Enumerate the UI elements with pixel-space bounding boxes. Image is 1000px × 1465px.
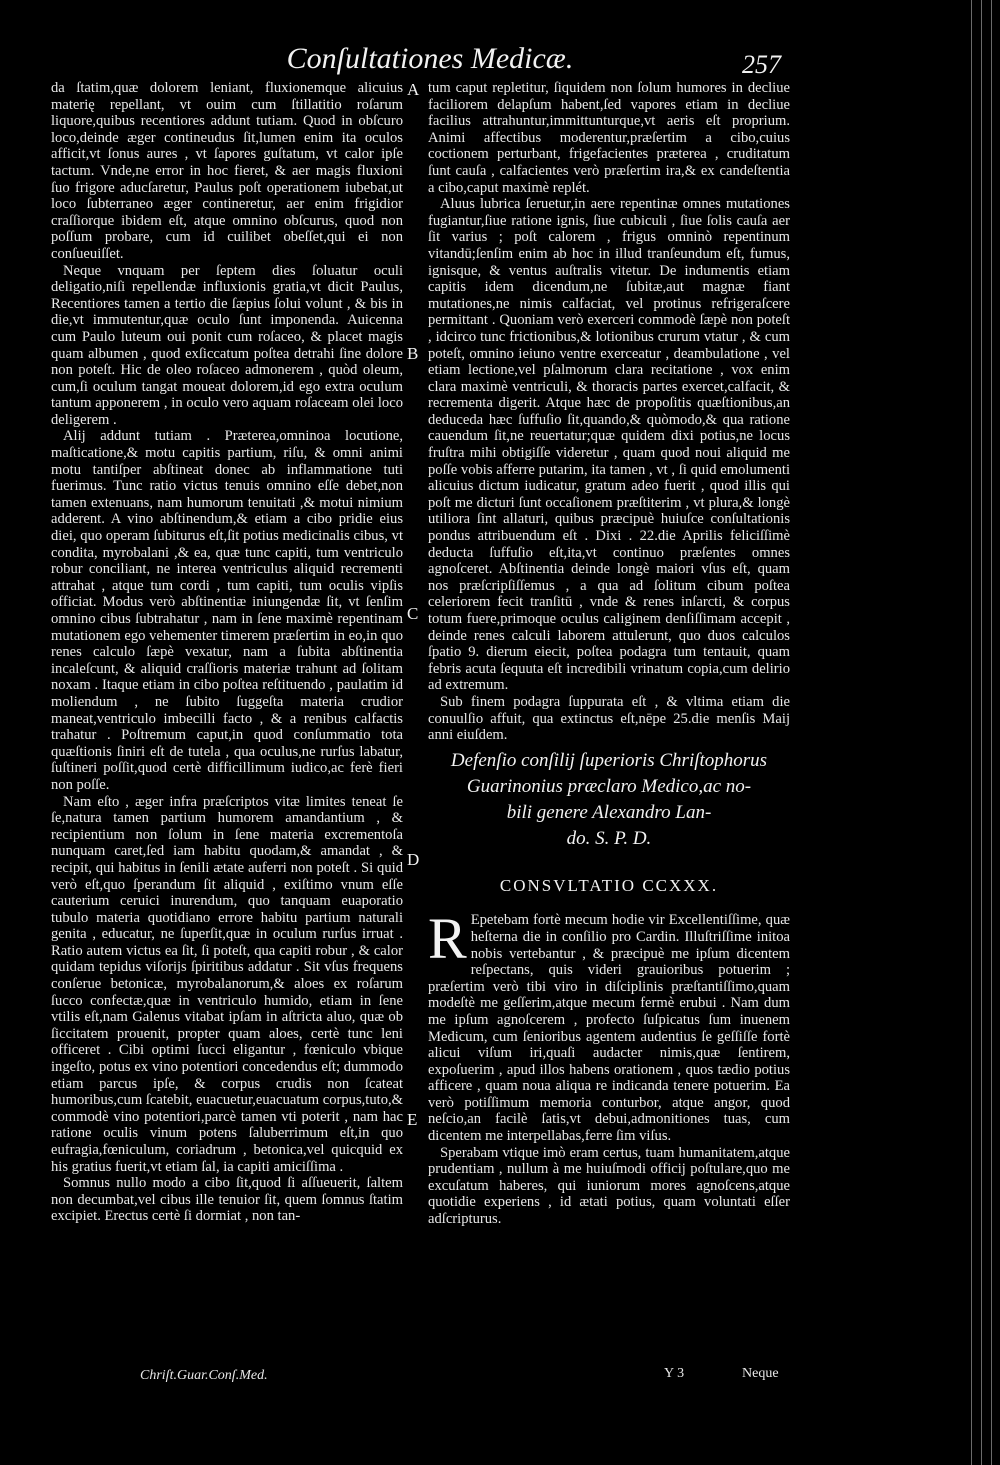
margin-letter-d: D (407, 850, 420, 869)
right-paragraph: Sub finem podagra ſuppurata eſt , & vltima etiam die conuulſio affuit, qua extinctus eſt,nēpe 25.die menſis Maij anni eiuſdem. (428, 693, 790, 744)
edge-line (971, 0, 972, 1465)
defense-heading-line: do. S. P. D. (566, 827, 652, 849)
defense-heading-line: bili genere Alexandro Lan- (506, 801, 712, 823)
right-paragraph: Aluus lubrica ſeruetur,in aere repentinæ omnes mutationes fugiantur,ſiue ratione ignis, ſiue cubiculi , ſiue ſolis cauſa aer ſit varius ; poſt calorem , frigus omninò repentinum vitandū;ſenſim enim ab hoc in illud tranſeundum eſt, fumus, ignisque, & ventus auſtralis vitetur. De indumentis etiam capitis idem dicendum,ne ſubitæ,aut magnæ fiant mutationes,ne nimis calfaciat, vel protinus refrigeraſcere permittant . Quoniam verò exerceri commodè ſæpè non poteſt , idcirco tunc frictionibus,& lotionibus crurum vtatur , & cum poteſt, omnino ieiuno ventre exerceatur , deambulatione , vel etiam lectione,vel pſalmorum clara recitatione , vox enim clara maximè ventriculi, & thoracis partes exercet,calfacit, & recrementa digerit. Atque hæc de propoſitis quæſtionibus,an deduceda hæc ſuffuſio ſit,quando,& quòmodo,& qua ratione cauendum ſit,ne reuertatur;quæ quidem dixi potius,ne locus fruſtra mihi obtigiſſe videretur , quam quod noui aliquid me poſſe vobis afferre putarim, ita tamen , vt , ſi quid emolumenti alicuius dictum iudicatur, gratum adeo fuerit , quod illis qui poſt me dicturi ſunt occaſionem præſtiterim , vt plura,& longè utiliora ſint allaturi, quibus præcipuè huiuſce conſultationis pondus attribuendum eſt . Dixi . 22.die Aprilis feliciſſimè deducta ſuffuſio eſt,ita,vt continuo præſentes omnes agnoſceret. Abſtinentia deinde longè maiori vſus eſt, quam nos præſcripſiſſemus , a qua ad ſolitum cibum poſtea celeriorem fecit tranſitū , vnde & renes inſarcti, & corpus totum fuere,primoque oculus caliginem denſiſſimam accepit , deinde renes calculi laborem attulerunt, quo duos calculos ſpatio 9. dierum eiecit, poſtea podagra tum tentauit, quam febris acuta ſequuta eſt incredibili vrinatum copia,cum delirio ad extremum. (428, 196, 790, 694)
left-paragraph: da ſtatim,quæ dolorem leniant, fluxionemque alicuius materię repellant, vt ouim cum ſtillatitio roſarum liquore,quibus recentiores addunt tutiam. Quod in obſcuro loco,deinde æger contineudus ſit,lumen enim ita oculos afficit,vt ſonus aures , vt ſapores guſtatum, vt calor ipſe tactum. Vnde,ne error in hoc fieret, & aer magis fluxioni ſuo frigore aducſaretur, Paulus poſt operationem iubebat,ut loco ſubterraneo æger contineretur, aer enim frigidior craſſiorque ibidem eſt, atque omnino obſcurus, quod non poſſum probare, cum id cuilibet obeſſet,qui ei non conſueuiſſet. (51, 80, 403, 262)
left-paragraph: Somnus nullo modo a cibo ſit,quod ſi aſſueuerit, ſaltem non decumbat,vel cibus ille tenuior ſit, quem ſomnus ſtatim excipiet. Erectus certè ſi dormiat , non tan- (51, 1175, 403, 1225)
signature-mark: Y 3 (664, 1366, 685, 1381)
left-paragraph: Neque vnquam per ſeptem dies ſoluatur oculi deligatio,niſi repellendæ influxionis gratia,vt dicit Paulus, Recentiores tamen a tertio die ſæpius ſolui volunt , & bis in die,vt immutentur,quæ oculo ſunt imponenda. Auicenna cum Paulo luteum oui ponit cum roſaceo, & placet magis quam albumen , quod exſiccatum poſtea detrahi ſine dolore non poteſt. Hic de oleo roſaceo admonerem , quòd oleum, cum,ſi oculum tangat moueat dolorem,id ego extra oculum tantum apponerem , in oculo vero aquam roſaceam olei loco deligerem . (51, 262, 403, 428)
running-title: Conſultationes Medicæ. (286, 42, 574, 75)
letter-paragraph: Epetebam fortè mecum hodie vir Excellentiſſime, quæ heſterna die in conſilio pro Cardin. Illuſtriſſime initoa nobis vertebantur , & præcipuè me ipſum dicentem reſpectans, quis videri grauioribus potuerim ; præſertim verò tibi viro in diſciplinis præſtantiſſimo,quam modeſtè me geſſerim,atque mecum fermè erubui . Nam dum me ipſum agnoſcerem , profecto ſuſpicatus ſum inuenem Medicum, cum ſenioribus agentem audentius ſe geſſiſſe fortè alicui viſum iri,quaſi audacter nimis,quæ ſentirem, expoſuerim , apud illos habens orationem , quos tædio potius afficere , quam noua aliqua re indicanda tenere potuerim. Ea verò potiſſimum memoria conturbor, atque angor, quod neſcio,an facilè ſatis,vt debui,admonitiones tuas, cum dicentem me interpellabas,ferre ſim viſus. (428, 912, 790, 1145)
page-edge-lines (960, 0, 1000, 1465)
margin-letter-e: E (407, 1110, 418, 1129)
left-paragraph: Alij addunt tutiam . Præterea,omninoa locutione, maſticatione,& motu capitis partium, riſu, & omni animi motu tantiſper abſtineat donec ab inflammatione tuti fuerimus. Tunc ratio victus tenuis omnino eſſe debet,non tamen extenuans, nam humorum tenuitati ,& motui nimium adderent. A vino abſtinendum,& etiam a cibo pridie eius diei, quo operam ſubiturus eſt,ſit potius medicinalis cibus, vt condita, myrobalani ,& ea, quæ tunc capiti, tum ventriculo robur conciliant, ne interea ventriculus aliquid recrementi attrahat , atque tum cordi , tum capiti, tum oculis vipſis officiat. Modus verò abſtinentiæ iniungendæ ſit, vt ſenſim omnino cibus ſubtrahatur , nam in ſene maximè repentinam mutationem ego vehementer timerem præſertim in eo,in quo renes calculo ſæpè vexatur, nam a ſubita abſtinentia incaleſcunt, & aliquid craſſioris materiæ trahunt ad ſolitam noxam . Itaque etiam in cibo poſtea reſtituendo , paulatim id moliendum , ne ſubito ſuggeſta materia crudior maneat,ventriculo imbecilli facto , & a renibus calfactis trahatur . Poſtremum caput,in quod conſummatio tota quæſtionis ſiniri eſt de tutela , qua oculus,ne rurſus labatur, ſuſtineri poſſit,quod certè difficillimum iudico,ac ferè fieri non poſſe. (51, 428, 403, 793)
consultation-title: CONSVLTATIO CCXXX. (499, 875, 719, 895)
letter-body (428, 906, 790, 1228)
defense-heading-line: Defenſio conſilij ſuperioris Chriſtophorus (450, 749, 768, 771)
left-column (51, 80, 403, 1225)
left-paragraph: Nam eſto , æger infra præſcriptos vitæ limites teneat ſe ſe,natura tamen partium humorem amandantium , & recipientium non ſolum in ſene materia excrementoſa nunquam caret,ſed iam habitu quodam,& amandat , & recipit, qui habitus in ſenili ætate auferri non poteſt . Si quid verò eſt,quo ſperandum ſit aliquid , exiſtimo vnum eſſe cauterium ceruici inurendum, quo tanquam euaporatio tubulo materia quotidiano errore habitu partium naturali genita , educatur, ne ſuperſit,quæ in oculum rurſus irruat . Ratio autem victus ea ſit, ſi poteſt, qua capiti robur , & calor quidam tepidus viſorijs ſpiritibus addatur . Sit vſus frequens conſerue betonicæ, myrobalanorum,& aloes ex roſarum ſucco confectæ,quæ in ventriculo humido, etiam in ſene vtilis eſt,nam Galenus vitabat ipſam in aſtricta aluo, quæ ob ſiccitatem prouenit, propter quam aloes, certè tunc leni officeret . Cibi optimi ſucci eligantur , fœniculo vbique ingeſto, potus ex vino potentiori concedendus eſt; dummodo etiam parcus ipſe, & corpus crudis non ſcateat humoribus,cum ſcatebit, euacuetur,euacuatum corpus,tuto,& commodè vino potentiori,parcè tamen vti poterit , nam hac ratione oculis vinum potens ſaluberrimum eſt,in quo eufragia,fœniculum, coriadrum , betonica,vel quicquid ex his gratius fuerit,vt etiam ſal, ia capiti amiciſſima . (51, 793, 403, 1175)
defense-heading-line: Guarinonius præclaro Medico,ac no- (466, 775, 752, 797)
right-paragraph: tum caput repletitur, ſiquidem non ſolum humores in decliue faciliorem delapſum habent,ſed vapores etiam in decliue facilius attrahuntur,immittunturque,vt aeris eſt proprium. Animi affectibus moderentur,præſertim a cibo,cuius coctionem perturbant, frigefacientes præterea , cruditatum ſunt cauſa , calfacientes verò præſertim ira,& ex candeſtentia a cibo,caput maximè replét. (428, 80, 790, 196)
margin-letter-b: B (407, 344, 419, 363)
catchword: Neque (742, 1366, 779, 1381)
drop-cap: R (428, 906, 467, 972)
margin-letter-c: C (407, 604, 419, 623)
edge-line (981, 0, 982, 1465)
margin-letter-a: A (407, 80, 420, 99)
letter-paragraph: Sperabam vtique imò eram certus, tuam humanitatem,atque prudentiam , nullum à me huiuſmodi officij poſtulare,quo me excuſatum haberes, qui iuniorum mores agnoſcens,atque quotidie experiens , id ætati potius, quam voluntati eſſer adſcripturus. (428, 1144, 790, 1228)
running-foot: Chriſt.Guar.Conſ.Med. (140, 1368, 268, 1383)
defense-heading (428, 748, 790, 852)
page-number: 257 (742, 50, 781, 79)
right-column (428, 80, 790, 1228)
edge-line (991, 0, 992, 1465)
